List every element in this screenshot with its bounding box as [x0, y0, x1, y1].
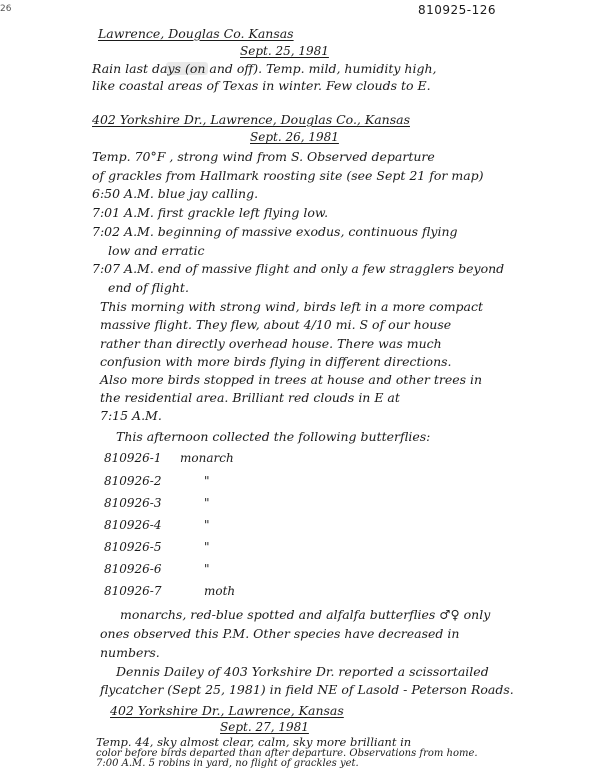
entry-2-line: 7:15 A.M.	[100, 408, 162, 423]
specimen-note: "	[204, 518, 210, 532]
specimen-note: monarch	[180, 451, 234, 465]
entry-2-line: This morning with strong wind, birds left in a more compact	[100, 299, 484, 314]
entry-2-line: massive flight. They flew, about 4/10 mi. S of our house	[100, 317, 452, 332]
entry-2-line: monarchs, red-blue spotted and alfalfa butterflies ♂♀ only	[120, 607, 491, 622]
specimen-id: 810926-4	[104, 518, 162, 532]
entry-2-line: ones observed this P.M. Other species have decreased in	[100, 626, 460, 641]
entry-1-line: Rain last days (on and off). Temp. mild, humidity high,	[92, 61, 437, 76]
entry-1-date: Sept. 25, 1981	[240, 44, 329, 58]
entry-3-line: Temp. 44, sky almost clear, calm, sky more brilliant in	[96, 735, 412, 749]
specimen-id: 810926-7	[104, 584, 162, 598]
specimen-id: 810926-6	[104, 562, 162, 576]
entry-1-place: Lawrence, Douglas Co. Kansas	[98, 26, 294, 41]
entry-3-place: 402 Yorkshire Dr., Lawrence, Kansas	[110, 703, 344, 718]
entry-2-line: Also more birds stopped in trees at house and other trees in	[100, 372, 483, 387]
entry-1-line: like coastal areas of Texas in winter. Few clouds to E.	[92, 78, 431, 93]
entry-2-line: the residential area. Brilliant red clouds in E at	[100, 390, 400, 405]
entry-2-line: Dennis Dailey of 403 Yorkshire Dr. reported a scissortailed	[116, 664, 489, 679]
entry-3-date: Sept. 27, 1981	[220, 720, 309, 734]
specimen-note: "	[204, 562, 210, 576]
entry-3-line: 7:00 A.M. 5 robins in yard, no flight of grackles yet.	[96, 758, 359, 769]
entry-2-line: rather than directly overhead house. There was much	[100, 336, 442, 351]
entry-2-line: confusion with more birds flying in different directions.	[100, 354, 452, 369]
entry-2-line: of grackles from Hallmark roosting site (see Sept 21 for map)	[92, 168, 484, 183]
entry-2-line: numbers.	[100, 645, 160, 660]
entry-3-line: color before birds departed than after departure. Observations from home.	[96, 748, 478, 759]
entry-2-line: This afternoon collected the following butterflies:	[116, 429, 431, 444]
specimen-note: moth	[204, 584, 236, 598]
specimen-id: 810926-1	[104, 451, 162, 465]
specimen-id: 810926-3	[104, 496, 162, 510]
entry-2-line: flycatcher (Sept 25, 1981) in field NE of Lasold - Peterson Roads.	[100, 682, 514, 697]
specimen-id: 810926-2	[104, 474, 162, 488]
specimen-id: 810926-5	[104, 540, 162, 554]
page-id: 810925-126	[418, 3, 497, 17]
entry-2-place: 402 Yorkshire Dr., Lawrence, Douglas Co., Kansas	[92, 112, 410, 127]
entry-2-line: 6:50 A.M. blue jay calling.	[92, 186, 259, 201]
entry-2-line: low and erratic	[108, 243, 205, 258]
specimen-note: "	[204, 474, 210, 488]
specimen-note: "	[204, 540, 210, 554]
entry-2-line: Temp. 70°F , strong wind from S. Observed departure	[92, 149, 435, 164]
entry-2-line: 7:02 A.M. beginning of massive exodus, continuous flying	[92, 224, 458, 239]
entry-2-line: end of flight.	[108, 280, 189, 295]
specimen-note: "	[204, 496, 210, 510]
entry-2-date: Sept. 26, 1981	[250, 130, 339, 144]
entry-2-line: 7:07 A.M. end of massive flight and only a few stragglers beyond	[92, 261, 505, 276]
entry-2-line: 7:01 A.M. first grackle left flying low.	[92, 205, 329, 220]
page-edge-mark: 26	[0, 4, 12, 14]
